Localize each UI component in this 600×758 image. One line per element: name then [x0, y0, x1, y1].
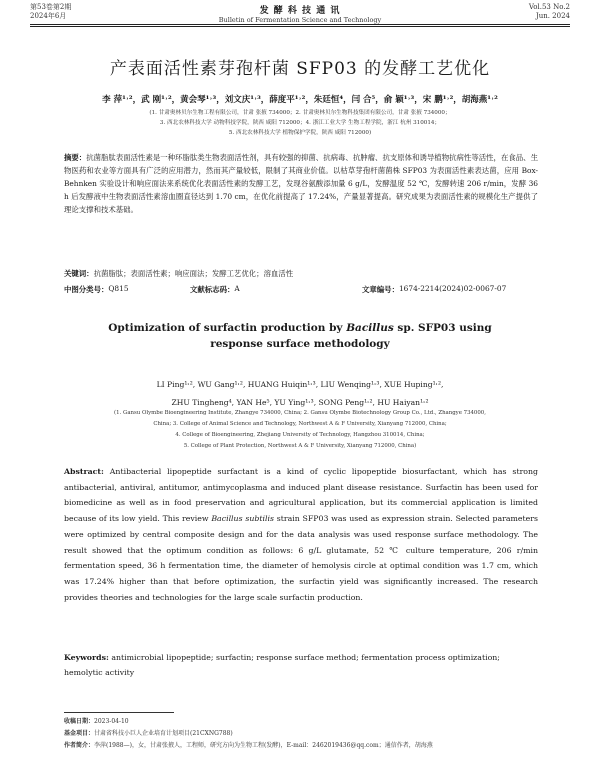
doc-label: 文献标志码：	[190, 285, 235, 294]
affiliation-en-line: 4. College of Bioengineering, Zhejiang University of Technology, Hangzhou 310014, China;	[175, 432, 425, 438]
abstract-en-text: Antibacterial lipopeptide surfactant is a kind of cyclic lipopeptide biosurfactant, which has strong antibacterial, antiviral, antitumor, antimycoplasma and induced plant disease resistance. Surfactin has been used for biomedicine as well as in food preservation and agricultural application, but its commercial application is limited because of its low yield. This review	[64, 467, 539, 524]
footnote-bio	[64, 740, 564, 752]
abstract-en	[64, 464, 538, 605]
bio-label: 作者简介：	[64, 742, 95, 749]
title-en-line: response surface methodology	[210, 338, 390, 350]
affiliations-en	[34, 408, 566, 452]
title-en-genus: Bacillus	[346, 322, 394, 334]
abstract-en-species: Bacillus subtilis	[211, 514, 274, 524]
header-date-en: Jun. 2024	[535, 12, 570, 20]
journal-name-en: Bulletin of Fermentation Science and Technology	[218, 16, 382, 24]
keywords-en-text: antimicrobial lipopeptide; surfactin; response surface method; fermentation process optimization; hemolytic activity	[64, 653, 500, 677]
received-label: 收稿日期：	[64, 718, 95, 725]
article-value: 1674-2214(2024)02-0067-07	[398, 284, 507, 293]
affiliation-cn-line: 3. 西北农林科技大学 动物科技学院，陕西 咸阳 712000；4. 浙江工业大学 生物工程学院，浙江 杭州 310014；	[159, 120, 441, 126]
received-value: 2023-04-10	[94, 718, 129, 725]
affiliation-en-line: 5. College of Plant Protection, Northwest A & F University, Xianyang 712000, China)	[183, 443, 417, 449]
title-cn: 产表面活性素芽孢杆菌 SFP03 的发酵工艺优化	[109, 59, 491, 79]
keywords-en-label: Keywords:	[64, 653, 109, 662]
header-volume-en: Vol.53 No.2	[528, 3, 570, 11]
affiliation-cn-line: (1. 甘肃奥林贝尔生物工程有限公司，甘肃 张掖 734000；2. 甘肃奥林贝尔生物科技集团有限公司，甘肃 张掖 734000；	[149, 110, 451, 116]
title-en	[60, 320, 540, 352]
title-en-part: sp. SFP03 using	[393, 322, 492, 334]
fund-label: 基金项目：	[64, 730, 95, 737]
footnote-fund	[64, 728, 564, 740]
header-date-cn: 2024年6月	[30, 12, 67, 20]
abstract-cn-label: 摘要：	[64, 153, 87, 162]
authors-en-line: LI Ping¹˒², WU Gang¹˒², HUANG Huiqin¹˒³, LIU Wenqing¹˒³, XUE Huping¹˒²,	[156, 380, 444, 389]
article-number	[362, 284, 507, 295]
keywords-cn-text: 抗菌脂肽；表面活性素；响应面法；发酵工艺优化；溶血活性	[93, 269, 294, 278]
keywords-cn	[64, 268, 538, 279]
affiliation-cn-line: 5. 西北农林科技大学 植物保护学院，陕西 咸阳 712000)	[228, 130, 372, 136]
keywords-cn-label: 关键词：	[64, 269, 94, 278]
header-journal	[30, 3, 570, 25]
clc-value: Q815	[108, 284, 129, 293]
header-right	[529, 3, 570, 21]
document-code	[190, 284, 240, 295]
running-header	[30, 3, 570, 23]
authors-cn: 李 萍¹˒²，武 刚¹˒²，黄会琴¹˒³，刘文庆¹˒³，薛度平¹˒²，朱廷恒⁴，闫 合⁵，俞 颖¹˒³，宋 鹏¹˒²，胡海燕¹˒²	[102, 95, 498, 105]
authors-en-line: ZHU Tingheng⁴, YAN He⁵, YU Ying¹˒³, SONG Peng¹˒², HU Haiyan¹˒²	[171, 398, 429, 407]
abstract-en-label: Abstract:	[64, 467, 104, 476]
authors-en	[50, 376, 550, 412]
keywords-en	[64, 651, 538, 680]
abstract-en-text: strain SFP03 was used as expression strain. Selected parameters were optimized by central composite design and for the data analysis was used response surface methodology. The result showed that the optimum condition as follows: 6 g/L glutamate, 52 ℃ culture temperature, 206 r/min fermentation speed, 36 h fermentation time, the diameter of hemolysis circle at optimal condition was 1.7 cm, which was 17.24% higher than that before optimization, the surfactin yield was significantly increased. The research provides theories and technologies for the large scale surfactin production.	[64, 514, 539, 602]
affiliation-en-line: China; 3. College of Animal Science and Technology, Northwest A & F University, Xianyang 712000, China;	[153, 421, 447, 427]
clc-label: 中图分类号：	[64, 285, 109, 294]
abstract-cn-text: 抗菌脂肽表面活性素是一种环脂肽类生物表面活性剂，具有较强的抑菌、抗病毒、抗肿瘤、抗支原体和诱导植物抗病性等活性，在食品、生物医药和农业等方面具有广泛的应用潜力，然而其产量较低，限制了其商业价值。以枯草芽孢杆菌菌株 SFP03 为表面活性素表达菌，应用 Box-Behnken 实验设计和响应面法来系统优化表面活性素的发酵工艺，发现谷氨酸添加量 6 g/L，发酵温度 52 ℃，发酵转速 206 r/min，发酵 36 h 后发酵液中生物表面活性素溶血圈直径达到 1.70 cm，在优化前提高了 17.24%，产量显著提高。研究成果为表面活性素的规模化生产提供了理论支撑和技术基础。	[64, 153, 538, 214]
affiliations-cn	[40, 108, 560, 138]
title-en-part: Optimization of surfactin production by	[108, 322, 347, 334]
header-rule-top	[30, 24, 570, 25]
fund-value: 甘肃省科技小巨人企业培育计划项目(21CXNG788)	[94, 730, 233, 737]
footnotes	[64, 716, 564, 752]
affiliation-en-line: (1. Gansu Olymbe Bioengineering Institute, Zhangye 734000, China; 2. Gansu Olymbe Biotechnology Group Co., Ltd., Zhangye 734000,	[114, 410, 486, 416]
doc-value: A	[234, 284, 240, 293]
header-volume-cn: 第53卷第2期	[30, 3, 72, 11]
bio-value: 李萍(1988—)，女，甘肃张掖人，工程师，研究方向为生物工程(发酵)，E-mail：2462019436@qq.com；通信作者，胡海燕	[94, 742, 433, 749]
footnote-received	[64, 716, 564, 728]
header-rule-bottom	[30, 26, 570, 27]
clc-number	[64, 284, 129, 295]
footnote-rule	[64, 712, 174, 713]
abstract-cn	[64, 151, 538, 216]
article-label: 文章编号：	[362, 285, 399, 294]
journal-name-cn: 发 酵 科 技 通 讯	[259, 6, 341, 16]
title-en-line	[60, 320, 540, 336]
